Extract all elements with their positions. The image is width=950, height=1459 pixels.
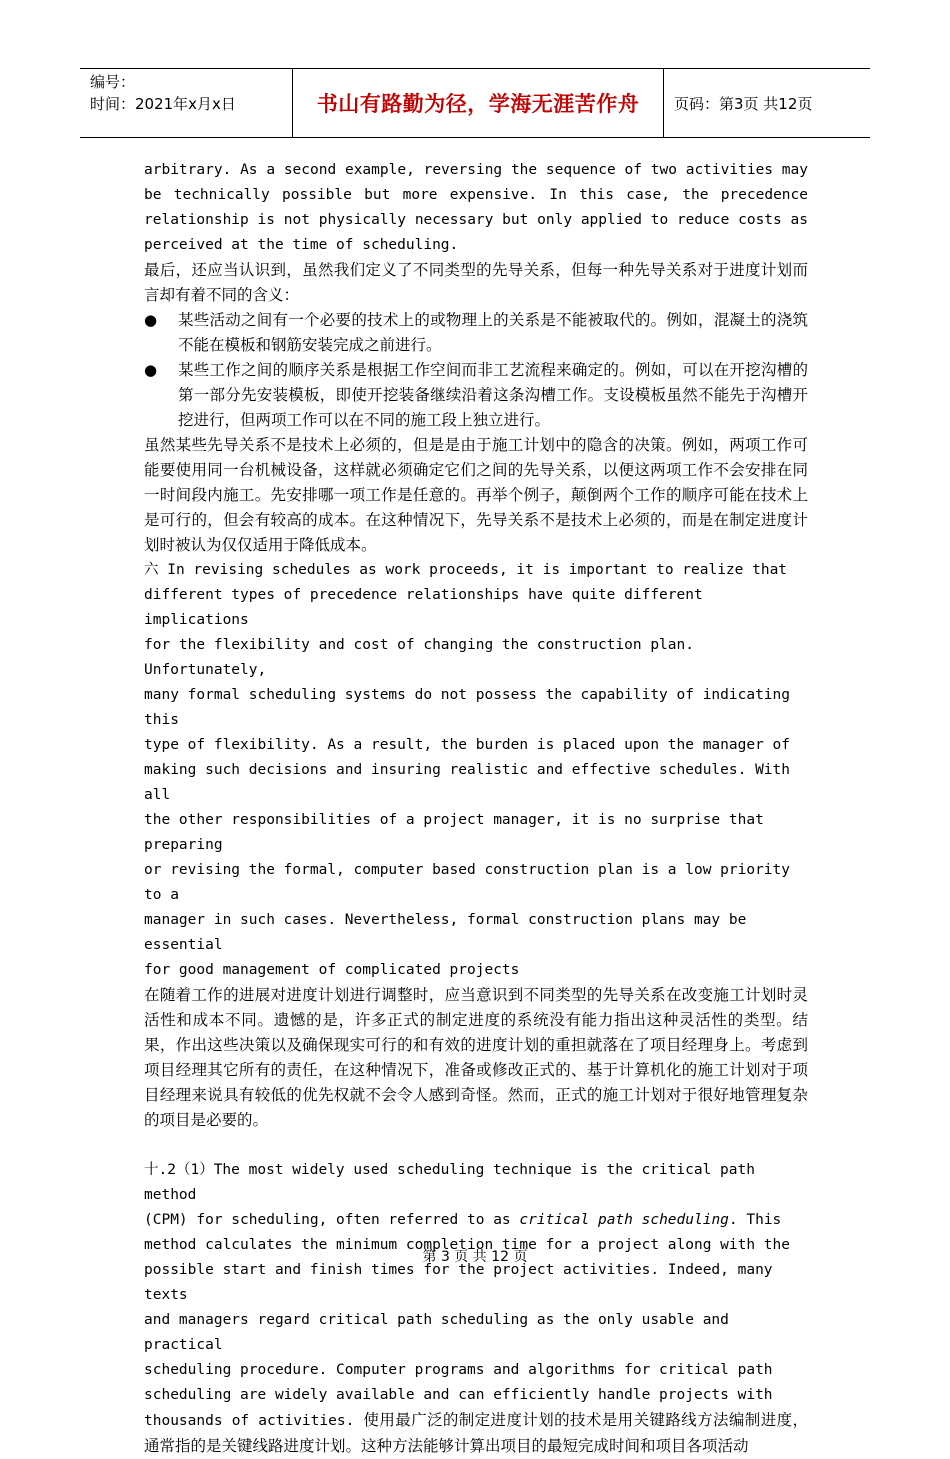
text-line: making such decisions and insuring realistic and effective schedules. With all: [144, 762, 791, 803]
text-line: possible start and finish times for the project activities. Indeed, many texts: [144, 1262, 773, 1303]
text-line: or revising the formal, computer based construction plan is a low priority to a: [144, 862, 791, 903]
text-span: . This: [728, 1212, 782, 1228]
paragraph-cn-1: 最后，还应当认识到，虽然我们定义了不同类型的先导关系，但每一种先导关系对于进度计划而言却有着不同的含义：: [144, 261, 808, 304]
text-line: [144, 1208, 808, 1233]
text-line: 六 In revising schedules as work proceeds, it is important to realize that: [144, 562, 788, 578]
italic-term: critical path scheduling: [519, 1212, 729, 1228]
text-line: for good management of complicated projects: [144, 962, 520, 978]
mixed-line: [144, 1408, 808, 1459]
text-span: 使用最广泛的制定进度计划的技术是用关键路线方法编制进度，通常指的是关键线路进度计划。这种方法能够计算出项目的最短完成时间和项目各项活动: [144, 1411, 808, 1455]
bullet-item-2: [144, 358, 808, 433]
paragraph-cn-2: 虽然某些先导关系不是技术上必须的，但是是由于施工计划中的隐含的决策。例如，两项工作可能要使用同一台机械设备，这样就必须确定它们之间的先导关系，以便这两项工作不会安排在同一时间段内施工。先安排哪一项工作是任意的。再举个例子，颠倒两个工作的顺序可能在技术上是可行的，但会有较高的成本。在这种情况下，先导关系不是技术上必须的，而是在制定进度计划时被认为仅仅适用于降低成本。: [144, 436, 808, 554]
paragraph-gap: [144, 1133, 808, 1158]
header-motto: 书山有路勤为径，学海无涯苦作舟: [293, 69, 664, 137]
text-line: type of flexibility. As a result, the burden is placed upon the manager of: [144, 737, 791, 753]
text-span: thousands of activities.: [144, 1413, 364, 1429]
bullet-text-1: 某些活动之间有一个必要的技术上的或物理上的关系是不能被取代的。例如，混凝土的浇筑不能在模板和钢筋安装完成之前进行。: [178, 311, 808, 354]
paragraph-en-3: [144, 1158, 808, 1459]
bullet-item-1: [144, 308, 808, 358]
text-span: (CPM) for scheduling, often referred to as: [144, 1212, 520, 1228]
text-line: different types of precedence relationships have quite different implications: [144, 587, 703, 628]
text-line: the other responsibilities of a project manager, it is no surprise that: [144, 812, 764, 828]
paragraph-en-2: [144, 558, 808, 983]
text-line: for the flexibility and cost of changing the construction plan. Unfortunately,: [144, 637, 694, 678]
paragraph-cn-3: 在随着工作的进展对进度计划进行调整时，应当意识到不同类型的先导关系在改变施工计划时灵活性和成本不同。遗憾的是，许多正式的制定进度的系统没有能力指出这种灵活性的类型。结果，作出这些决策以及确保现实可行的和有效的进度计划的重担就落在了项目经理身上。考虑到项目经理其它所有的责任，在这种情况下，准备或修改正式的、基于计算机化的施工计划对于项目经理来说具有较低的优先权就不会令人感到奇怪。然而，正式的施工计划对于很好地管理复杂的项目是必要的。: [144, 986, 808, 1129]
bullet-icon: ●: [144, 361, 158, 379]
page-header: [80, 68, 870, 138]
number-label: 编号：: [90, 73, 136, 91]
text-line: 十.2（1）The most widely used scheduling technique is the critical path method: [144, 1162, 755, 1203]
time-label: 时间：2021年x月x日: [90, 95, 236, 113]
text-line: many formal scheduling systems do not possess the capability of indicating this: [144, 687, 791, 728]
text-line: scheduling are widely available and can efficiently handle projects with: [144, 1387, 773, 1403]
bullet-icon: ●: [144, 311, 158, 329]
bullet-text-2: 某些工作之间的顺序关系是根据工作空间而非工艺流程来确定的。例如，可以在开挖沟槽的第一部分先安装模板，即使开挖装备继续沿着这条沟槽工作。支设模板虽然不能先于沟槽开挖进行，但两项工作可以在不同的施工段上独立进行。: [178, 361, 808, 429]
page-footer: 第 3 页 共 12 页: [422, 1249, 528, 1265]
text-line: scheduling procedure. Computer programs and algorithms for critical path: [144, 1362, 773, 1378]
paragraph-en-1: arbitrary. As a second example, reversing the sequence of two activities may be technically possible but more expensive. In this case, the precedence relationship is not physically necessary but only applied to reduce costs as perceived at the time of scheduling.: [144, 162, 808, 253]
text-line: method calculates the minimum completion time for a project along with the: [144, 1237, 791, 1253]
header-page-info: 页码：第3页 共12页: [674, 94, 813, 113]
header-meta: [80, 69, 293, 137]
text-line: manager in such cases. Nevertheless, formal construction plans may be essential: [144, 912, 747, 953]
text-line: and managers regard critical path scheduling as the only usable and practical: [144, 1312, 729, 1353]
text-line: preparing: [144, 837, 223, 853]
